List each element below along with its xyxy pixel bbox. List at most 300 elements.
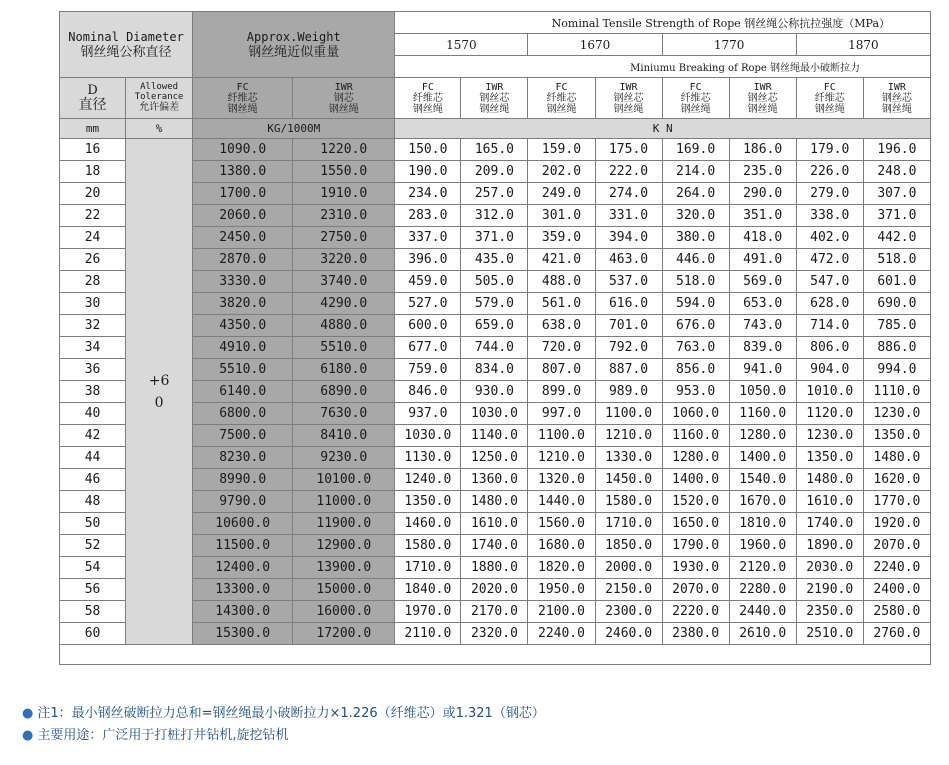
value-cell: 505.0	[461, 271, 528, 293]
nominal-diameter-header	[60, 12, 193, 78]
value-cell: 1140.0	[461, 425, 528, 447]
value-cell: 2240.0	[863, 557, 930, 579]
value-cell: 222.0	[595, 161, 662, 183]
value-cell: 190.0	[395, 161, 461, 183]
iwr-label: IWR	[485, 81, 504, 93]
value-cell: 11500.0	[193, 535, 293, 557]
value-cell: 13900.0	[293, 557, 395, 579]
value-cell: 459.0	[395, 271, 461, 293]
break-fc-header	[662, 78, 729, 119]
value-cell: 2300.0	[595, 601, 662, 623]
value-cell: 2440.0	[729, 601, 796, 623]
nominal-diameter-cn: 钢丝绳公称直径	[80, 44, 172, 60]
value-cell: 518.0	[863, 249, 930, 271]
iwr-label: IWR	[334, 81, 353, 93]
iwr-label: IWR	[753, 81, 772, 93]
value-cell: 763.0	[662, 337, 729, 359]
value-cell: 4350.0	[193, 315, 293, 337]
break-iwr-header	[729, 78, 796, 119]
value-cell: 1610.0	[461, 513, 528, 535]
value-cell: 12900.0	[293, 535, 395, 557]
value-cell: 283.0	[395, 205, 461, 227]
iwr-label: IWR	[887, 81, 906, 93]
unit-mm: mm	[60, 119, 126, 139]
value-cell: 371.0	[863, 205, 930, 227]
nominal-diameter-en: Nominal Diameter	[68, 29, 184, 44]
value-cell: 2610.0	[729, 623, 796, 645]
d-label: D	[87, 83, 98, 98]
break-iwr-header	[461, 78, 528, 119]
value-cell: 2580.0	[863, 601, 930, 623]
value-cell: 1740.0	[796, 513, 863, 535]
value-cell: 1100.0	[528, 425, 595, 447]
value-cell: 4290.0	[293, 293, 395, 315]
value-cell: 2380.0	[662, 623, 729, 645]
diameter-cell: 46	[60, 469, 126, 491]
value-cell: 1610.0	[796, 491, 863, 513]
value-cell: 1890.0	[796, 535, 863, 557]
value-cell: 1480.0	[461, 491, 528, 513]
break-iwr-header	[863, 78, 930, 119]
value-cell: 150.0	[395, 139, 461, 161]
value-cell: 301.0	[528, 205, 595, 227]
iwr-cn-2: 钢丝绳	[328, 103, 359, 115]
value-cell: 2110.0	[395, 623, 461, 645]
value-cell: 1210.0	[528, 447, 595, 469]
approx-weight-cn: 钢丝绳近似重量	[248, 44, 340, 60]
value-cell: 2220.0	[662, 601, 729, 623]
value-cell: 904.0	[796, 359, 863, 381]
value-cell: 601.0	[863, 271, 930, 293]
value-cell: 2510.0	[796, 623, 863, 645]
value-cell: 2070.0	[863, 535, 930, 557]
value-cell: 792.0	[595, 337, 662, 359]
value-cell: 653.0	[729, 293, 796, 315]
value-cell: 1090.0	[193, 139, 293, 161]
value-cell: 579.0	[461, 293, 528, 315]
value-cell: 1520.0	[662, 491, 729, 513]
value-cell: 15000.0	[293, 579, 395, 601]
value-cell: 1850.0	[595, 535, 662, 557]
value-cell: 1160.0	[729, 403, 796, 425]
value-cell: 202.0	[528, 161, 595, 183]
diameter-cell: 50	[60, 513, 126, 535]
fc-label: FC	[236, 81, 249, 93]
value-cell: 1110.0	[863, 381, 930, 403]
weight-iwr-header	[293, 78, 395, 119]
value-cell: 941.0	[729, 359, 796, 381]
value-cell: 659.0	[461, 315, 528, 337]
value-cell: 1400.0	[662, 469, 729, 491]
tolerance-en-1: Allowed	[140, 82, 179, 92]
value-cell: 186.0	[729, 139, 796, 161]
iwr-cn-1: 钢丝芯	[881, 92, 912, 104]
value-cell: 5510.0	[193, 359, 293, 381]
unit-percent: %	[126, 119, 193, 139]
value-cell: 2750.0	[293, 227, 395, 249]
value-cell: 274.0	[595, 183, 662, 205]
value-cell: 2020.0	[461, 579, 528, 601]
min-breaking-header: Miniumu Breaking of Rope 钢丝绳最小破断拉力	[395, 56, 931, 78]
tensile-strength-header: Nominal Tensile Strength of Rope 钢丝绳公称抗拉强度（MPa）	[395, 12, 931, 34]
value-cell: 488.0	[528, 271, 595, 293]
fc-cn-2: 钢丝绳	[227, 103, 258, 115]
iwr-cn-2: 钢丝绳	[881, 103, 912, 115]
value-cell: 10600.0	[193, 513, 293, 535]
value-cell: 1680.0	[528, 535, 595, 557]
d-header	[60, 78, 126, 119]
value-cell: 1450.0	[595, 469, 662, 491]
value-cell: 518.0	[662, 271, 729, 293]
value-cell: 16000.0	[293, 601, 395, 623]
value-cell: 2240.0	[528, 623, 595, 645]
value-cell: 1540.0	[729, 469, 796, 491]
diameter-cell: 18	[60, 161, 126, 183]
value-cell: 359.0	[528, 227, 595, 249]
diameter-cell: 40	[60, 403, 126, 425]
iwr-cn-2: 钢丝绳	[479, 103, 510, 115]
grade-1870: 1870	[796, 34, 930, 56]
value-cell: 1440.0	[528, 491, 595, 513]
value-cell: 1100.0	[595, 403, 662, 425]
fc-label: FC	[689, 81, 702, 93]
value-cell: 11000.0	[293, 491, 395, 513]
approx-weight-en: Approx.Weight	[246, 29, 341, 44]
diameter-cell: 32	[60, 315, 126, 337]
value-cell: 2170.0	[461, 601, 528, 623]
grade-1570: 1570	[395, 34, 528, 56]
diameter-cell: 20	[60, 183, 126, 205]
value-cell: 290.0	[729, 183, 796, 205]
iwr-cn-2: 钢丝绳	[613, 103, 644, 115]
value-cell: 214.0	[662, 161, 729, 183]
value-cell: 13300.0	[193, 579, 293, 601]
value-cell: 785.0	[863, 315, 930, 337]
value-cell: 886.0	[863, 337, 930, 359]
value-cell: 312.0	[461, 205, 528, 227]
value-cell: 249.0	[528, 183, 595, 205]
value-cell: 953.0	[662, 381, 729, 403]
value-cell: 179.0	[796, 139, 863, 161]
iwr-cn-1: 钢芯	[333, 92, 354, 104]
value-cell: 569.0	[729, 271, 796, 293]
value-cell: 2760.0	[863, 623, 930, 645]
note-1-text: 注1：最小钢丝破断拉力总和=钢丝绳最小破断拉力×1.226（纤维芯）或1.321（钢芯）	[37, 706, 545, 721]
value-cell: 351.0	[729, 205, 796, 227]
value-cell: 759.0	[395, 359, 461, 381]
value-cell: 257.0	[461, 183, 528, 205]
value-cell: 5510.0	[293, 337, 395, 359]
diameter-cell: 52	[60, 535, 126, 557]
value-cell: 491.0	[729, 249, 796, 271]
value-cell: 887.0	[595, 359, 662, 381]
break-iwr-header	[595, 78, 662, 119]
value-cell: 600.0	[395, 315, 461, 337]
iwr-cn-1: 钢丝芯	[479, 92, 510, 104]
value-cell: 4910.0	[193, 337, 293, 359]
value-cell: 234.0	[395, 183, 461, 205]
value-cell: 1770.0	[863, 491, 930, 513]
value-cell: 6140.0	[193, 381, 293, 403]
value-cell: 1280.0	[729, 425, 796, 447]
value-cell: 235.0	[729, 161, 796, 183]
value-cell: 834.0	[461, 359, 528, 381]
value-cell: 2070.0	[662, 579, 729, 601]
value-cell: 1910.0	[293, 183, 395, 205]
fc-label: FC	[823, 81, 836, 93]
value-cell: 2320.0	[461, 623, 528, 645]
value-cell: 1580.0	[395, 535, 461, 557]
value-cell: 15300.0	[193, 623, 293, 645]
value-cell: 394.0	[595, 227, 662, 249]
diameter-cell: 26	[60, 249, 126, 271]
tolerance-en-2: Tolerance	[134, 92, 184, 102]
value-cell: 1670.0	[729, 491, 796, 513]
tolerance-header	[126, 78, 193, 119]
value-cell: 744.0	[461, 337, 528, 359]
value-cell: 2400.0	[863, 579, 930, 601]
value-cell: 8230.0	[193, 447, 293, 469]
value-cell: 1330.0	[595, 447, 662, 469]
value-cell: 320.0	[662, 205, 729, 227]
value-cell: 547.0	[796, 271, 863, 293]
diameter-cell: 58	[60, 601, 126, 623]
note-1	[22, 702, 545, 721]
value-cell: 743.0	[729, 315, 796, 337]
value-cell: 2000.0	[595, 557, 662, 579]
value-cell: 1160.0	[662, 425, 729, 447]
value-cell: 2280.0	[729, 579, 796, 601]
value-cell: 331.0	[595, 205, 662, 227]
value-cell: 1960.0	[729, 535, 796, 557]
value-cell: 1210.0	[595, 425, 662, 447]
value-cell: 1710.0	[395, 557, 461, 579]
fc-label: FC	[421, 81, 434, 93]
value-cell: 402.0	[796, 227, 863, 249]
diameter-cell: 30	[60, 293, 126, 315]
unit-weight: KG/1000M	[193, 119, 395, 139]
value-cell: 2310.0	[293, 205, 395, 227]
value-cell: 997.0	[528, 403, 595, 425]
value-cell: 338.0	[796, 205, 863, 227]
value-cell: 396.0	[395, 249, 461, 271]
value-cell: 714.0	[796, 315, 863, 337]
value-cell: 11900.0	[293, 513, 395, 535]
tolerance-cell	[126, 139, 193, 645]
value-cell: 1050.0	[729, 381, 796, 403]
value-cell: 616.0	[595, 293, 662, 315]
value-cell: 421.0	[528, 249, 595, 271]
value-cell: 226.0	[796, 161, 863, 183]
value-cell: 165.0	[461, 139, 528, 161]
value-cell: 7630.0	[293, 403, 395, 425]
d-cn: 直径	[78, 97, 107, 113]
value-cell: 1360.0	[461, 469, 528, 491]
iwr-cn-1: 钢丝芯	[613, 92, 644, 104]
value-cell: 677.0	[395, 337, 461, 359]
value-cell: 807.0	[528, 359, 595, 381]
value-cell: 2190.0	[796, 579, 863, 601]
value-cell: 2120.0	[729, 557, 796, 579]
value-cell: 1580.0	[595, 491, 662, 513]
value-cell: 169.0	[662, 139, 729, 161]
value-cell: 8990.0	[193, 469, 293, 491]
value-cell: 1740.0	[461, 535, 528, 557]
value-cell: 371.0	[461, 227, 528, 249]
fc-cn-1: 纤维芯	[227, 92, 258, 104]
value-cell: 1920.0	[863, 513, 930, 535]
empty-row	[60, 645, 931, 665]
value-cell: 1010.0	[796, 381, 863, 403]
value-cell: 17200.0	[293, 623, 395, 645]
fc-cn-2: 钢丝绳	[412, 103, 443, 115]
value-cell: 12400.0	[193, 557, 293, 579]
value-cell: 1220.0	[293, 139, 395, 161]
iwr-label: IWR	[619, 81, 638, 93]
value-cell: 14300.0	[193, 601, 293, 623]
rope-spec-table	[59, 11, 931, 665]
value-cell: 1560.0	[528, 513, 595, 535]
value-cell: 8410.0	[293, 425, 395, 447]
fc-cn-1: 纤维芯	[546, 92, 577, 104]
value-cell: 1130.0	[395, 447, 461, 469]
diameter-cell: 22	[60, 205, 126, 227]
break-fc-header	[796, 78, 863, 119]
value-cell: 1250.0	[461, 447, 528, 469]
diameter-cell: 60	[60, 623, 126, 645]
value-cell: 856.0	[662, 359, 729, 381]
value-cell: 1350.0	[395, 491, 461, 513]
value-cell: 1320.0	[528, 469, 595, 491]
value-cell: 1400.0	[729, 447, 796, 469]
value-cell: 307.0	[863, 183, 930, 205]
value-cell: 561.0	[528, 293, 595, 315]
value-cell: 446.0	[662, 249, 729, 271]
iwr-cn-1: 钢丝芯	[747, 92, 778, 104]
value-cell: 9790.0	[193, 491, 293, 513]
value-cell: 1650.0	[662, 513, 729, 535]
value-cell: 989.0	[595, 381, 662, 403]
value-cell: 806.0	[796, 337, 863, 359]
value-cell: 264.0	[662, 183, 729, 205]
diameter-cell: 44	[60, 447, 126, 469]
value-cell: 839.0	[729, 337, 796, 359]
value-cell: 1280.0	[662, 447, 729, 469]
value-cell: 1840.0	[395, 579, 461, 601]
value-cell: 1930.0	[662, 557, 729, 579]
value-cell: 1230.0	[796, 425, 863, 447]
value-cell: 638.0	[528, 315, 595, 337]
fc-cn-1: 纤维芯	[680, 92, 711, 104]
value-cell: 846.0	[395, 381, 461, 403]
note-2-text: 主要用途：广泛用于打桩打井钻机,旋挖钻机	[37, 728, 289, 743]
value-cell: 337.0	[395, 227, 461, 249]
value-cell: 1060.0	[662, 403, 729, 425]
value-cell: 2450.0	[193, 227, 293, 249]
break-fc-header	[395, 78, 461, 119]
fc-cn-2: 钢丝绳	[680, 103, 711, 115]
value-cell: 380.0	[662, 227, 729, 249]
value-cell: 159.0	[528, 139, 595, 161]
fc-cn-1: 纤维芯	[412, 92, 443, 104]
value-cell: 3220.0	[293, 249, 395, 271]
value-cell: 1790.0	[662, 535, 729, 557]
value-cell: 3740.0	[293, 271, 395, 293]
diameter-cell: 34	[60, 337, 126, 359]
fc-cn-1: 纤维芯	[814, 92, 845, 104]
value-cell: 4880.0	[293, 315, 395, 337]
value-cell: 537.0	[595, 271, 662, 293]
value-cell: 175.0	[595, 139, 662, 161]
diameter-cell: 38	[60, 381, 126, 403]
bullet-icon: ●	[22, 728, 34, 743]
value-cell: 435.0	[461, 249, 528, 271]
diameter-cell: 56	[60, 579, 126, 601]
value-cell: 1030.0	[395, 425, 461, 447]
diameter-cell: 36	[60, 359, 126, 381]
diameter-cell: 24	[60, 227, 126, 249]
value-cell: 1880.0	[461, 557, 528, 579]
value-cell: 1030.0	[461, 403, 528, 425]
value-cell: 1620.0	[863, 469, 930, 491]
value-cell: 7500.0	[193, 425, 293, 447]
value-cell: 463.0	[595, 249, 662, 271]
fc-label: FC	[555, 81, 568, 93]
empty-cell	[60, 645, 931, 665]
weight-fc-header	[193, 78, 293, 119]
value-cell: 527.0	[395, 293, 461, 315]
diameter-cell: 48	[60, 491, 126, 513]
value-cell: 1480.0	[796, 469, 863, 491]
value-cell: 9230.0	[293, 447, 395, 469]
value-cell: 10100.0	[293, 469, 395, 491]
value-cell: 994.0	[863, 359, 930, 381]
value-cell: 6180.0	[293, 359, 395, 381]
value-cell: 248.0	[863, 161, 930, 183]
value-cell: 6800.0	[193, 403, 293, 425]
value-cell: 279.0	[796, 183, 863, 205]
value-cell: 2060.0	[193, 205, 293, 227]
value-cell: 442.0	[863, 227, 930, 249]
value-cell: 720.0	[528, 337, 595, 359]
value-cell: 1810.0	[729, 513, 796, 535]
value-cell: 2460.0	[595, 623, 662, 645]
value-cell: 1710.0	[595, 513, 662, 535]
approx-weight-header	[193, 12, 395, 78]
value-cell: 1230.0	[863, 403, 930, 425]
table-row	[60, 139, 931, 161]
value-cell: 2870.0	[193, 249, 293, 271]
value-cell: 1350.0	[863, 425, 930, 447]
value-cell: 2150.0	[595, 579, 662, 601]
note-2	[22, 724, 288, 743]
value-cell: 3820.0	[193, 293, 293, 315]
tolerance-plus: +6	[148, 372, 170, 389]
value-cell: 472.0	[796, 249, 863, 271]
iwr-cn-2: 钢丝绳	[747, 103, 778, 115]
value-cell: 701.0	[595, 315, 662, 337]
value-cell: 899.0	[528, 381, 595, 403]
value-cell: 937.0	[395, 403, 461, 425]
value-cell: 1820.0	[528, 557, 595, 579]
value-cell: 1240.0	[395, 469, 461, 491]
fc-cn-2: 钢丝绳	[814, 103, 845, 115]
value-cell: 2030.0	[796, 557, 863, 579]
value-cell: 1550.0	[293, 161, 395, 183]
value-cell: 196.0	[863, 139, 930, 161]
fc-cn-2: 钢丝绳	[546, 103, 577, 115]
value-cell: 1970.0	[395, 601, 461, 623]
